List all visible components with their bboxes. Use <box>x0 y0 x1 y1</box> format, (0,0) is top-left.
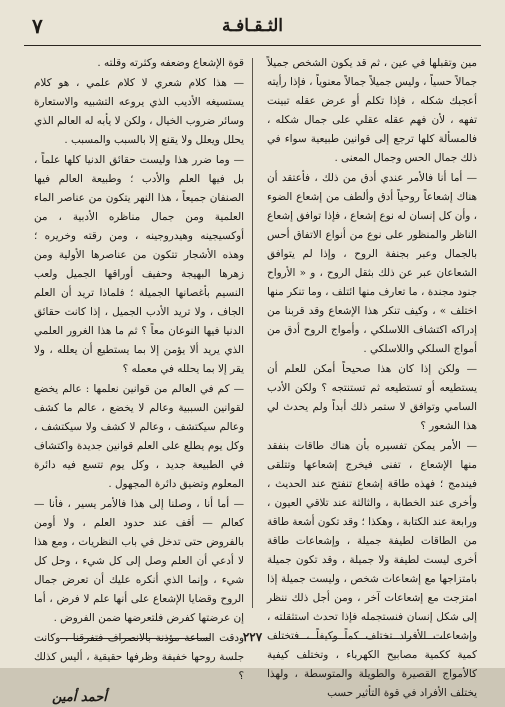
paragraph: — هذا كلام شعري لا كلام علمي ، هو كلام يستسيغه الأديب الذي يروعه التشبيه والاستعارة وسائر ضروب الخيال ، ولكن لا يأبه له العالم الذي يحلل ويعلل ولا يقنع إلا بالسبب والمسبب . <box>34 77 244 146</box>
right-column <box>267 54 477 699</box>
left-column <box>34 54 244 705</box>
footer-rule-right <box>295 638 445 639</box>
page-footer <box>0 630 505 644</box>
footer-page-number: ٢٢٧ <box>242 630 263 644</box>
paragraph: — أما أنا ، وصلنا إلى هذا فالأمر يسير ، فأنا — كعالم — أقف عند حدود العلم ، ولا أومن بالفروض حتى تدخل في باب النظريات ، ومع هذا لا أدعي أن العلم وصل إلى كل شيء ، وحل كل شيء ، وإنما الذي أنكره عليك أن تعرض جمال الروح وقضايا الإشعاع على أنها علم لا فرض ، أما إن عرضتها كفرض فلتعرضها ضمن الفروض . <box>34 498 244 624</box>
paragraph: مين وتقبلها في عين ، ثم قد يكون الشخص جميلاً جمالاً حسياً ، وليس جميلاً جمالاً معنوياً ، فإذا رأيته أعجبك شكله ، فإذا تكلم أو عرض عقله تبينت تفهه ، لأن فهم عقله عقلي على جمال شكله ، فالمسألة كلها ترجع إلى قوانين طبيعية سواء في ذلك جمال الحس وجمال المعنى . <box>267 57 477 164</box>
footer-rule-left <box>60 638 210 639</box>
paragraph: — الأمر يمكن تفسيره بأن هناك طاقات بنفقد منها الإشعاع ، تفنى فيخرج إشعاعها وتتلقى فيندمج ؛ فهذه طاقة إشعاع تنفتح عند الحديث ، وأخرى عند الخطابة ، والثالثة عند تلاقي العيون ، ورابعة عند الكتابة ، وهكذا ؛ وقد تكون أشعة طاقة من الطاقات لطيفة جميلة ، وإشعاعات طاقة أخرى ليست لطيفة ولا جميلة ، وقد تكون جميلة بامتزاجها مع إشعاعات شخص ، وليست جميلة إذا امتزجت مع إشعاعات آخر ، ومن أجل ذلك ننظر إلى شكل إنسان فنستجمله فإذا تحدث استثقلته ، وإشعاعات الأفراد تختلف كماً وكيفاً ، فتختلف كمية ككمية مصابيح الكهرباء ، وتختلف كيفية كالأمواج القصيرة والطويلة والمتوسطة ، ولهذا يختلف الأفراد في قوة التأثير حسب <box>267 440 477 699</box>
paragraph: — كم في العالم من قوانين نعلمها : عالم يخضع لقوانين السببية وعالم لا يخضع ، عالم ما كشف وعالم سيكتشف ، وعالم لا كشف ولا سيكتشف ، وكل يوم يطلع على العلم قوانين جديدة واكتشاف في الطبيعة جديد ، وكل يوم تتسع فيه دائرة المعلوم وتضيق دائرة المجهول . <box>34 383 244 490</box>
magazine-title: الثـقـافـة <box>222 16 283 36</box>
column-divider <box>252 58 253 608</box>
header-page-number: ٧ <box>32 14 43 38</box>
paragraph: — ولكن إذا كان هذا صحيحاً أمكن للعلم أن يستطيعه أو تستطيعه ثم تستنتجه ؟ ولكن الأدب السامي وتوافق لا ستمر ذلك أبداً ولم يحدث لي هذا الشعور ؟ <box>267 363 477 432</box>
header-rule <box>24 45 481 46</box>
paragraph: — أما أنا فالأمر عندي أدق من ذلك ، فأعتقد أن هناك إشعاعاً روحياً أدق وألطف من إشعاع الضوء ، وأن كل إنسان له نوع إشعاع ، فإذا توافق إشعاع الناظر والمنظور على نوع من أنواع الاتفاق أحس بالجمال وعبر بجنفة الروح ، وإذا لم يتوافق الشعاعان عبر عن ذلك بثقل الروح ، و « الأرواح جنود مجندة ، ما تعارف منها ائتلف ، وما تنكر منها اختلف » ، وكيف تنكر هذا الإشعاع وقد قربنا من إدراكه اكتشاف اللاسلكي ، وأمواج الروح أدق من أمواج السلكي واللاسلكي . <box>267 172 477 355</box>
author-signature: أحمد أمين <box>52 690 107 705</box>
page-header <box>24 12 481 52</box>
paragraph: ودقت الساعة مؤذنة بالانصراف فتفرقنا ، وكانت جلسة روحها خفيفة وظرفها حقيقية ، أليس كذلك ؟ <box>34 632 244 682</box>
paragraph: — وما ضرر هذا وليست حقائق الدنيا كلها علماً ، بل فيها العلم والأدب ؛ وطبيعة العالم فيها الصنفان جميعاً ، هذا النهر يتكون من عناصر الماء العلمية ومن جمال مناظره الأدبية ، من أوكسيجينه وهيدروجينه ، ومن رقته وخريره ؛ وهذه الأشجار تتكون من عناصرها الأولية ومن زهرها البهيجة وحفيف أوراقها الجميل ولعب النسيم بأغصانها الجميلة ؛ فلماذا تريد أن العلم الجاف ، ولا تريد الأدب الجميل ، إذا كانت حقائق الدنيا فيها النوعان معاً ؟ ثم ما هذا الغرور العلمي الذي يريد ألا يؤمن إلا بما يستطيع أن يعلله ، ولا يقر إلا بما يحلله في معمله ؟ <box>34 154 244 375</box>
paragraph: قوة الإشعاع وضعفه وكثرته وقلته . <box>97 57 244 69</box>
